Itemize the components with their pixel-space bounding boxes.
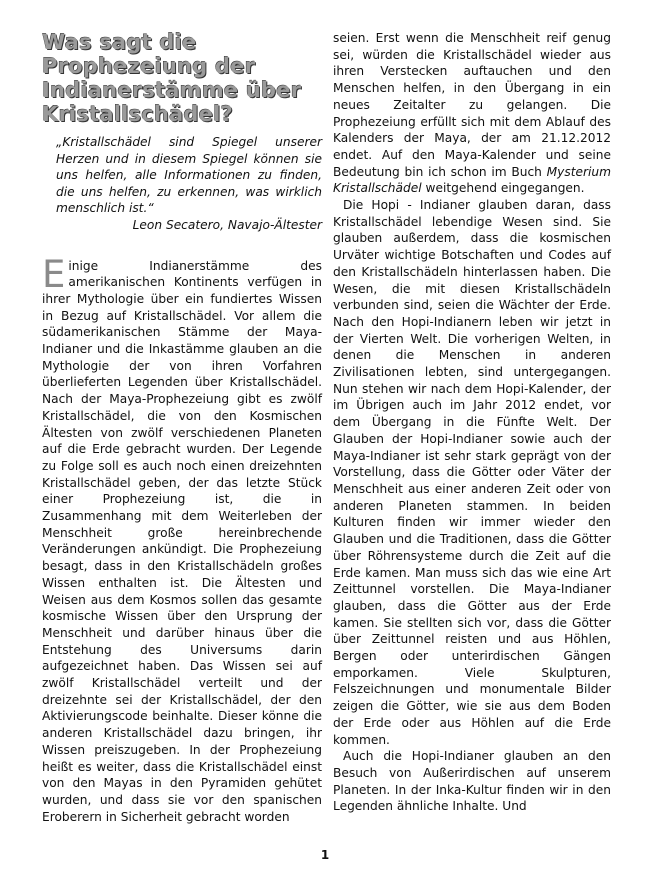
paragraph-hopi: Die Hopi - Indianer glauben daran, dass Kristallschädel lebendige Wesen sind. Sie glauben außerdem, dass die kosmischen Urväter wichtige Botschaften und Codes auf den Kristallschädeln hinterlassen haben. Die Wesen, die mit diesen Kristallschädeln verbunden sind, seien die Wächter der Erde. Nach den Hopi-Indianern leben wir jetzt in der Vierten Welt. Die vorherigen Welten, in denen die Menschen in anderen Zivilisationen lebten, sind untergegangen. Nun stehen wir nach dem Hopi-Kalender, der im Übrigen auch im Jahr 2012 endet, vor dem Übergang in die Fünfte Welt. Der Glauben der Hopi-Indianer sowie auch der Maya-Indianer ist sehr stark geprägt von der Vorstellung, dass die Götter oder Väter der Menschheit aus einer anderen Zeit oder von anderen Planeten stammen. In beiden Kulturen finden wir immer wieder den Glauben und die Traditionen, dass die Götter über Röhrensysteme durch die Zeit auf die Erde kamen. Man muss sich das wie eine Art Zeittunnel vorstellen. Die Maya-Indianer glauben, dass die Götter aus der Erde kamen. Sie stellten sich vor, dass die Götter über Zeittunnel reisten und aus Höhlen, Bergen oder unterirdischen Gängen emporkamen. Viele Skulpturen, Felszeichnungen und monumentale Bilder zeigen die Götter, wie sie aus dem Boden der Erde oder aus Höhlen auf die Erde kommen. — [333, 198, 611, 747]
left-column — [42, 30, 322, 825]
paragraph-intro-continued-text: seien. Erst wenn die Menschheit reif genug sei, würden die Kristallschädel wieder aus ihren Verstecken auftauchen und den Menschen helfen, in den Übergang in ein neues Zeitalter zu gelangen. Die Prophezeiung erfüllt sich mit dem Ablauf des Kalenders der Maya, der am 21.12.2012 endet. Auf den Maya-Kalender und seine Bedeutung bin ich schon im Buch — [333, 31, 611, 179]
article-title: Was sagt die Prophezeiung der Indianerstämme über Kristallschädel? — [42, 30, 302, 126]
drop-cap: E — [42, 252, 66, 296]
book-title: Mysterium Kristallschädel — [333, 164, 611, 196]
paragraph-intro-continued — [333, 30, 611, 197]
epigraph-quote: „Kristallschädel sind Spiegel unserer Herzen und in diesem Spiegel können sie uns helfen, alle Informationen zu finden, die uns helfen, zu erkennen, was wirklich menschlich ist.“ — [56, 135, 322, 215]
page-number: 1 — [320, 848, 330, 862]
paragraph-intro-text: inige Indianerstämme des amerikanischen Kontinents verfügen in ihrer Mythologie über ein fundiertes Wissen in Bezug auf Kristallschädel. Vor allem die südamerikanischen Stämme der Maya-Indianer und die Inkastämme glauben an die Mythologie der von ihren Vorfahren überlieferten Legenden über Kristallschädel. Nach der Maya-Prophezeiung gibt es zwölf Kristallschädel, die von den Kosmischen Ältesten von zwölf verschiedenen Planeten auf die Erde gebracht wurden. Der Legende zu Folge soll es auch noch einen dreizehnten Kristallschädel geben, der das letzte Stück einer Prophezeiung ist, die in Zusammenhang mit dem Weiterleben der Menschheit große hereinbrechende Veränderungen ankündigt. Die Prophezeiung besagt, dass in den Kristallschädeln großes Wissen enthalten ist. Die Ältesten und Weisen aus dem Kosmos sollen das gesamte kosmische Wissen über den Ursprung der Menschheit und darüber hinaus über die Entstehung des Universums darin aufgezeichnet haben. Das Wissen sei auf zwölf Kristallschädel verteilt und der dreizehnte sei der Kristallschädel, der den Aktivierungscode beinhalte. Dieser könne die anderen Kristallschädel dazu bringen, ihr Wissen preiszugeben. In der Prophezeiung heißt es weiter, dass die Kristallschädel einst von den Mayas in den Pyramiden gehütet wurden, und dass sie vor den spanischen Eroberern in Sicherheit gebracht worden — [42, 258, 322, 824]
paragraph-intro — [42, 252, 322, 826]
paragraph-extraterrestrial: Auch die Hopi-Indianer glauben an den Besuch von Außerirdischen auf unserem Planeten. In der Inka-Kultur finden wir in den Legenden ähnliche Inhalte. Und — [333, 749, 611, 814]
right-column — [333, 30, 611, 815]
epigraph-author: Leon Secatero, Navajo-Ältester — [132, 217, 322, 232]
paragraph-intro-end: weitgehend eingegangen. — [425, 181, 585, 196]
